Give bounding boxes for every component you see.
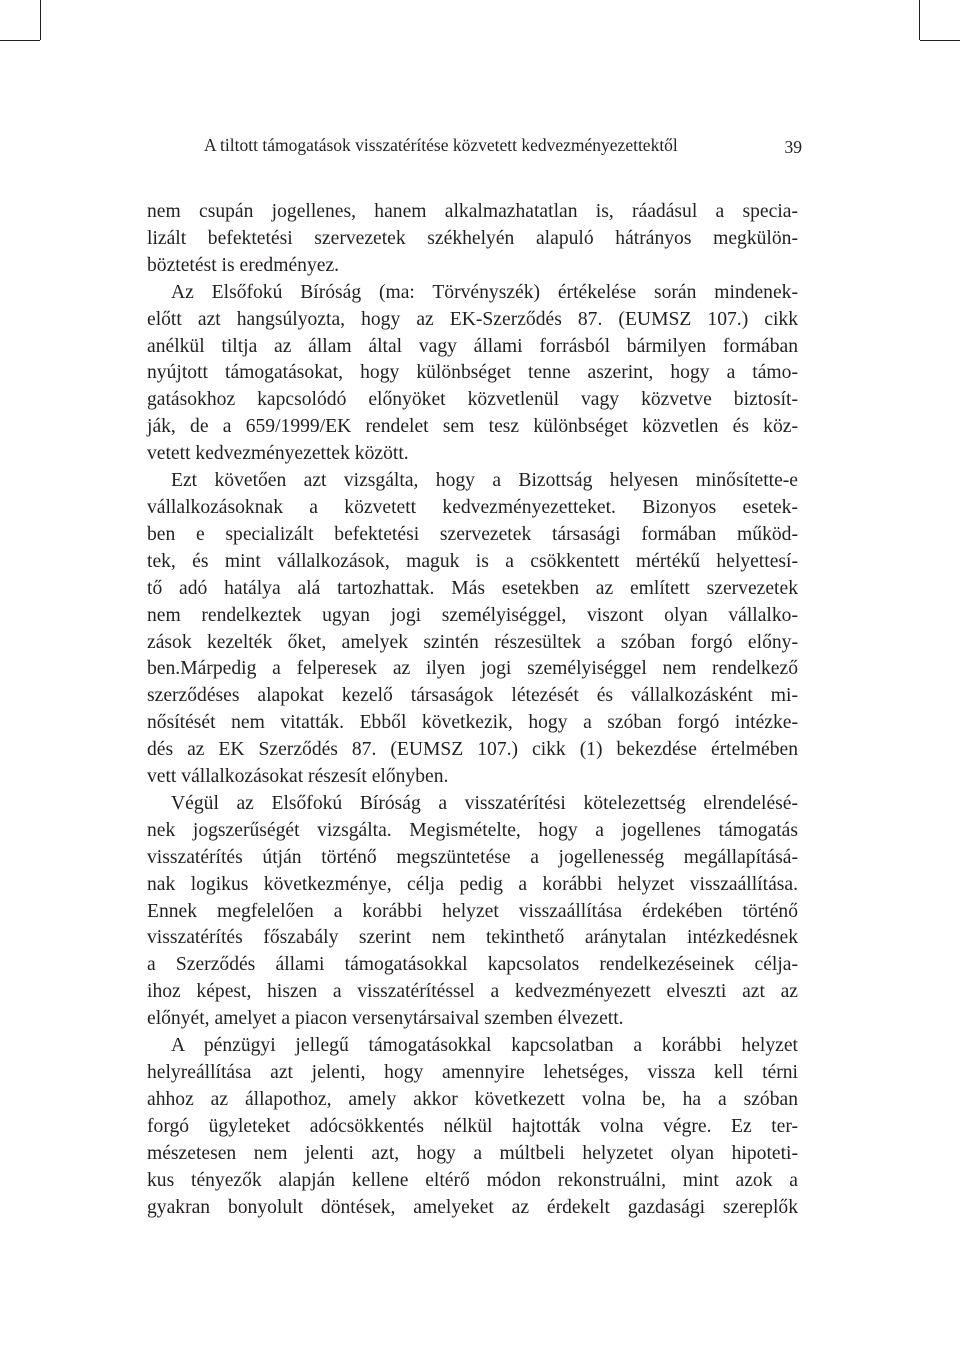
text-line: nősítését nem vitatták. Ebből következik, hogy a szóban forgó intézke- — [147, 712, 798, 734]
text-line: A pénzügyi jellegű támogatásokkal kapcsolatban a korábbi helyzet — [171, 1035, 798, 1057]
text-line: nek jogszerűségét vizsgálta. Megismételte, hogy a jogellenes támogatás — [147, 819, 798, 841]
text-line: dés az EK Szerződés 87. (EUMSZ 107.) cikk (1) bekezdése értelmében — [147, 739, 798, 761]
text-line: szerződéses alapokat kezelő társaságok létezését és vállalkozásként mi- — [147, 685, 798, 707]
crop-mark-top-left — [40, 0, 41, 40]
crop-mark-top-left-horizontal — [0, 40, 40, 41]
paragraph — [147, 199, 798, 280]
paragraph — [147, 468, 798, 791]
text-line: lizált befektetési szervezetek székhelyén alapuló hátrányos megkülön- — [147, 227, 798, 249]
text-line: böztetést is eredményez. — [147, 254, 340, 276]
text-line: nak logikus következménye, célja pedig a korábbi helyzet visszaállítása. — [147, 873, 798, 895]
text-line: előnyét, amelyet a piacon versenytársaival szemben élvezett. — [147, 1008, 624, 1030]
body-text — [147, 199, 798, 1221]
text-line: tek, és mint vállalkozások, maguk is a csökkentett mértékű helyettesí- — [147, 550, 798, 572]
text-line: zások kezelték őket, amelyek szintén részesültek a szóban forgó előny- — [147, 631, 798, 653]
page-number: 39 — [784, 137, 802, 157]
text-line: Végül az Elsőfokú Bíróság a visszatérítési kötelezettség elrendelésé- — [171, 792, 798, 814]
text-line: ben.Márpedig a felperesek az ilyen jogi személyiséggel nem rendelkező — [147, 658, 798, 680]
text-line: ahhoz az állapothoz, amely akkor következett volna be, ha a szóban — [147, 1088, 798, 1110]
running-head-title: A tiltott támogatások visszatérítése közvetett kedvezményezettektől — [204, 135, 678, 155]
text-line: nem csupán jogellenes, hanem alkalmazhatatlan is, ráadásul a specia- — [147, 201, 798, 222]
text-line: vett vállalkozásokat részesít előnyben. — [147, 766, 449, 788]
crop-mark-top-right — [919, 0, 920, 40]
text-line: Az Elsőfokú Bíróság (ma: Törvényszék) értékelése során mindenek- — [171, 281, 798, 303]
paragraph — [147, 791, 798, 1033]
text-line: forgó ügyleteket adócsökkentés nélkül hajtották volna végre. Ez ter- — [147, 1115, 798, 1137]
text-line: anélkül tiltja az állam által vagy állami forrásból bármilyen formában — [147, 335, 798, 357]
text-line: ben e specializált befektetési szervezetek társasági formában működ- — [147, 523, 798, 545]
crop-mark-top-right-horizontal — [920, 40, 960, 41]
text-line: vetett kedvezményezettek között. — [147, 443, 409, 465]
text-line: a Szerződés állami támogatásokkal kapcsolatos rendelkezéseinek célja- — [147, 954, 798, 976]
text-line: mészetesen nem jelenti azt, hogy a múltbeli helyzetet olyan hipoteti- — [147, 1142, 798, 1164]
text-line: helyreállítása azt jelenti, hogy amennyire lehetséges, vissza kell térni — [147, 1062, 798, 1083]
text-line: visszatérítés útján történő megszüntetése a jogellenesség megállapításá- — [147, 846, 798, 868]
text-line: ják, de a 659/1999/EK rendelet sem tesz különbséget közvetlen és köz- — [147, 416, 798, 438]
text-line: Ennek megfelelően a korábbi helyzet visszaállítása érdekében történő — [147, 900, 798, 922]
text-line: visszatérítés főszabály szerint nem tekinthető aránytalan intézkedésnek — [147, 927, 798, 949]
text-line: nem rendelkeztek ugyan jogi személyiséggel, viszont olyan vállalko- — [147, 604, 798, 626]
paragraph — [147, 280, 798, 468]
text-line: előtt azt hangsúlyozta, hogy az EK-Szerződés 87. (EUMSZ 107.) cikk — [147, 308, 798, 330]
text-line: tő adó hatálya alá tartozhattak. Más esetekben az említett szervezetek — [147, 577, 798, 599]
paragraph — [147, 1033, 798, 1221]
text-line: vállalkozásoknak a közvetett kedvezményezetteket. Bizonyos esetek- — [147, 496, 798, 518]
text-line: gatásokhoz kapcsolódó előnyöket közvetlenül vagy közvetve biztosít- — [147, 389, 798, 411]
text-line: kus tényezők alapján kellene eltérő módon rekonstruálni, mint azok a — [147, 1169, 798, 1191]
text-line: gyakran bonyolult döntések, amelyeket az érdekelt gazdasági szereplők — [147, 1196, 798, 1218]
text-line: ihoz képest, hiszen a visszatérítéssel a kedvezményezett elveszti azt az — [147, 981, 798, 1003]
text-line: nyújtott támogatásokat, hogy különbséget tenne aszerint, hogy a támo- — [147, 362, 798, 384]
text-line: Ezt követően azt vizsgálta, hogy a Bizottság helyesen minősítette-e — [171, 470, 798, 492]
